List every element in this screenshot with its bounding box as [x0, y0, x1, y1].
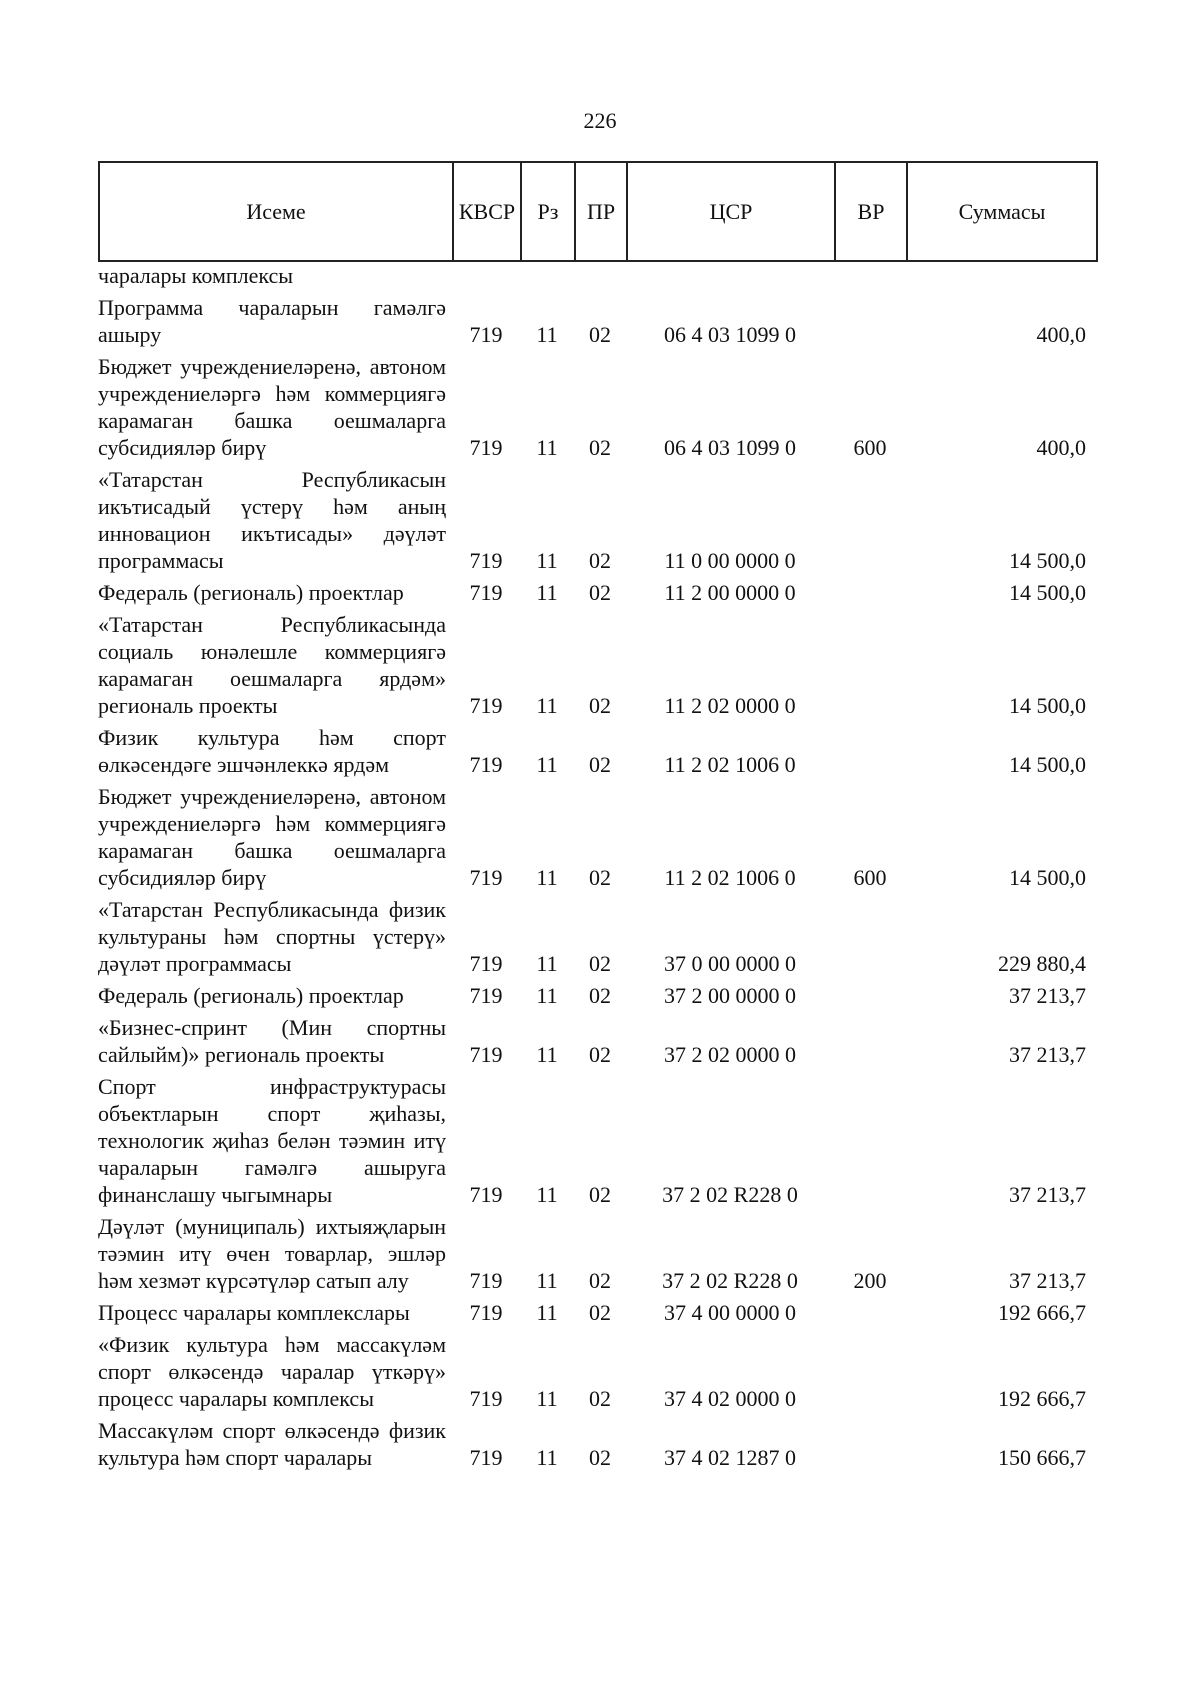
table-row [98, 1412, 1096, 1471]
cell-pr: 02 [589, 983, 611, 1008]
cell-name: Федераль (региональ) проектлар [98, 983, 404, 1008]
cell-vr [834, 461, 906, 574]
table-row [98, 262, 1096, 289]
cell-rz: 11 [536, 1300, 558, 1325]
cell-rz: 11 [536, 1445, 558, 1470]
table-row [98, 778, 1096, 891]
cell-pr: 02 [589, 548, 611, 573]
cell-pr: 02 [589, 951, 611, 976]
table-row [98, 574, 1096, 606]
cell-vr [834, 289, 906, 348]
cell-pr: 02 [589, 752, 611, 777]
cell-kvsr: 719 [469, 1268, 503, 1293]
cell-name: Дәүләт (муниципаль) ихтыяҗларын тәэмин итү өчен товарлар, эшләр һәм хезмәт күрсәтүләр сатып алу [98, 1214, 446, 1293]
cell-vr: 200 [853, 1268, 887, 1293]
cell-csr: 37 2 02 0000 0 [664, 1042, 796, 1067]
cell-kvsr: 719 [469, 548, 503, 573]
cell-sum: 37 213,7 [1009, 1268, 1086, 1293]
header-vr: ВР [835, 162, 907, 261]
cell-sum: 192 666,7 [998, 1386, 1086, 1411]
table-header [98, 161, 1098, 262]
cell-rz: 11 [536, 693, 558, 718]
header-kvsr: КВСР [453, 162, 521, 261]
cell-csr: 37 2 00 0000 0 [664, 983, 796, 1008]
cell-kvsr: 719 [469, 865, 503, 890]
cell-rz: 11 [536, 1182, 558, 1207]
cell-pr: 02 [589, 1042, 611, 1067]
cell-rz: 11 [536, 580, 558, 605]
cell-pr: 02 [589, 580, 611, 605]
cell-pr: 02 [589, 693, 611, 718]
cell-sum: 14 500,0 [1009, 693, 1086, 718]
cell-vr [834, 1068, 906, 1208]
cell-sum: 14 500,0 [1009, 580, 1086, 605]
cell-rz: 11 [536, 548, 558, 573]
cell-kvsr: 719 [469, 1182, 503, 1207]
cell-sum: 14 500,0 [1009, 865, 1086, 890]
cell-vr: 600 [853, 865, 887, 890]
cell-rz: 11 [536, 752, 558, 777]
cell-name: Программа чараларын гамәлгә ашыру [98, 295, 446, 347]
cell-vr [834, 606, 906, 719]
cell-kvsr: 719 [469, 1386, 503, 1411]
cell-csr: 37 4 00 0000 0 [664, 1300, 796, 1325]
cell-name: «Татарстан Республикасын икътисадый үстерү һәм аның инновацион икътисады» дәүләт программасы [98, 467, 446, 573]
cell-sum: 150 666,7 [998, 1445, 1086, 1470]
cell-pr: 02 [589, 1182, 611, 1207]
cell-rz: 11 [536, 951, 558, 976]
cell-vr: 600 [853, 435, 887, 460]
cell-csr: 37 2 02 R228 0 [662, 1182, 798, 1207]
cell-csr [626, 262, 834, 289]
cell-kvsr: 719 [469, 1042, 503, 1067]
cell-vr [834, 1294, 906, 1326]
table-row [98, 1009, 1096, 1068]
cell-sum: 400,0 [1036, 322, 1086, 347]
cell-vr [834, 262, 906, 289]
cell-name: «Бизнес-спринт (Мин спортны сайлыйм)» региональ проекты [98, 1015, 446, 1067]
cell-sum: 37 213,7 [1009, 1182, 1086, 1207]
cell-csr: 11 2 02 1006 0 [664, 752, 796, 777]
cell-rz: 11 [536, 1386, 558, 1411]
table-row [98, 1294, 1096, 1326]
cell-pr: 02 [589, 1300, 611, 1325]
cell-sum: 400,0 [1036, 435, 1086, 460]
cell-sum: 192 666,7 [998, 1300, 1086, 1325]
cell-pr: 02 [589, 1445, 611, 1470]
header-rz: Рз [521, 162, 575, 261]
cell-pr: 02 [589, 435, 611, 460]
table-row [98, 719, 1096, 778]
cell-name: Массакүләм спорт өлкәсендә физик культура һәм спорт чаралары [98, 1418, 446, 1470]
cell-sum: 14 500,0 [1009, 548, 1086, 573]
cell-pr: 02 [589, 865, 611, 890]
cell-csr: 11 0 00 0000 0 [664, 548, 796, 573]
cell-vr [834, 977, 906, 1009]
cell-rz: 11 [536, 435, 558, 460]
cell-vr [834, 719, 906, 778]
table-body [98, 262, 1096, 1471]
cell-vr [834, 1412, 906, 1471]
cell-name: чаралары комплексы [98, 263, 294, 288]
cell-pr: 02 [589, 1268, 611, 1293]
cell-vr [834, 891, 906, 977]
cell-kvsr: 719 [469, 1445, 503, 1470]
cell-vr [834, 1009, 906, 1068]
cell-kvsr: 719 [469, 693, 503, 718]
header-name: Исеме [99, 162, 453, 261]
cell-sum: 14 500,0 [1009, 752, 1086, 777]
cell-csr: 11 2 02 1006 0 [664, 865, 796, 890]
cell-name: Федераль (региональ) проектлар [98, 580, 404, 605]
cell-kvsr: 719 [469, 435, 503, 460]
cell-vr [834, 574, 906, 606]
cell-csr: 06 4 03 1099 0 [664, 322, 796, 347]
cell-rz: 11 [536, 983, 558, 1008]
cell-sum [906, 262, 1096, 289]
table-row [98, 1208, 1096, 1294]
cell-name: Бюджет учреждениеләренә, автоном учреждениеләргә һәм коммерциягә карамаган башка оешмаларга субсидияләр бирү [98, 354, 446, 460]
cell-name: «Физик культура һәм массакүләм спорт өлкәсендә чаралар үткәрү» процесс чаралары комплексы [98, 1332, 446, 1411]
cell-kvsr: 719 [469, 1300, 503, 1325]
cell-name: Процесс чаралары комплекслары [98, 1300, 410, 1325]
cell-pr: 02 [589, 322, 611, 347]
table-row [98, 1068, 1096, 1208]
cell-rz: 11 [536, 1042, 558, 1067]
cell-sum: 229 880,4 [998, 951, 1086, 976]
cell-rz: 11 [536, 1268, 558, 1293]
table-row [98, 606, 1096, 719]
cell-csr: 37 4 02 0000 0 [664, 1386, 796, 1411]
cell-name: Бюджет учреждениеләренә, автоном учреждениеләргә һәм коммерциягә карамаган башка оешмаларга субсидияләр бирү [98, 784, 446, 890]
cell-name: «Татарстан Республикасында социаль юнәлешле коммерциягә карамаган оешмаларга ярдәм» региональ проекты [98, 612, 446, 718]
cell-kvsr: 719 [469, 951, 503, 976]
cell-sum: 37 213,7 [1009, 1042, 1086, 1067]
header-pr: ПР [575, 162, 627, 261]
cell-vr [834, 1326, 906, 1412]
table-row [98, 461, 1096, 574]
cell-pr [574, 262, 626, 289]
cell-rz [520, 262, 574, 289]
table-row [98, 289, 1096, 348]
header-csr: ЦСР [627, 162, 835, 261]
cell-rz: 11 [536, 322, 558, 347]
table-row [98, 348, 1096, 461]
cell-csr: 37 0 00 0000 0 [664, 951, 796, 976]
cell-kvsr: 719 [469, 983, 503, 1008]
budget-table [98, 262, 1096, 1471]
cell-sum: 37 213,7 [1009, 983, 1086, 1008]
cell-csr: 06 4 03 1099 0 [664, 435, 796, 460]
table-row [98, 1326, 1096, 1412]
header-sum: Суммасы [907, 162, 1097, 261]
cell-kvsr [452, 262, 520, 289]
cell-kvsr: 719 [469, 322, 503, 347]
cell-csr: 11 2 02 0000 0 [664, 693, 796, 718]
page-number: 226 [583, 108, 617, 133]
table-row [98, 977, 1096, 1009]
cell-csr: 37 4 02 1287 0 [664, 1445, 796, 1470]
cell-csr: 11 2 00 0000 0 [664, 580, 796, 605]
cell-kvsr: 719 [469, 752, 503, 777]
cell-csr: 37 2 02 R228 0 [662, 1268, 798, 1293]
cell-rz: 11 [536, 865, 558, 890]
cell-name: «Татарстан Республикасында физик культураны һәм спортны үстерү» дәүләт программасы [98, 897, 446, 976]
table-row [98, 891, 1096, 977]
cell-name: Физик культура һәм спорт өлкәсендәге эшчәнлеккә ярдәм [98, 725, 446, 777]
cell-name: Спорт инфраструктурасы объектларын спорт җиһазы, технологик җиһаз белән тәэмин итү чараларын гамәлгә ашыруга финанслашу чыгымнары [98, 1074, 446, 1207]
cell-kvsr: 719 [469, 580, 503, 605]
cell-pr: 02 [589, 1386, 611, 1411]
